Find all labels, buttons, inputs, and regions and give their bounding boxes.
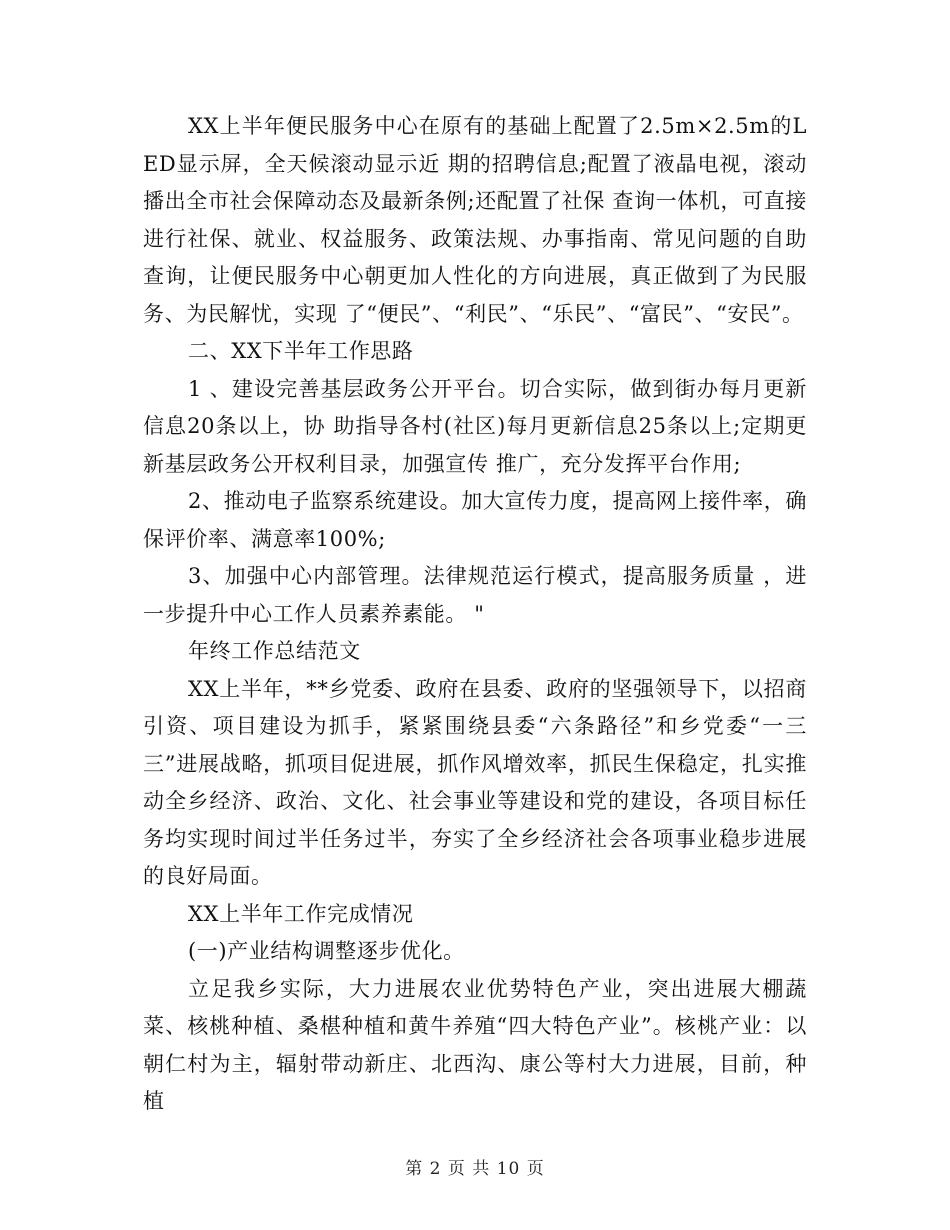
heading-year-end-summary: 年终工作总结范文	[188, 639, 361, 663]
heading-second-half-plan: 二、XX下半年工作思路	[188, 339, 414, 363]
paragraph-plan-item-2: 2、推动电子监察系统建设。加大宣传力度，提高网上接件率，确保评价率、满意率100%;	[143, 489, 807, 551]
paragraph-plan-item-3: 3、加强中心内部管理。法律规范运行模式，提高服务质量 ，进一步提升中心工作人员素养素能。 "	[143, 564, 807, 626]
paragraph-township-overview: XX上半年，**乡党委、政府在县委、政府的坚强领导下，以招商引资、项目建设为抓手，紧紧围绕县委“六条路径”和乡党委“一三三”进展战略，抓项目促进展，抓作风增效率，抓民生保稳定，扎实推动全乡经济、政治、文化、社会事业等建设和党的建设，各项目标任务均实现时间过半任务过半，夯实了全乡经济社会各项事业稳步进展的良好局面。	[143, 676, 807, 888]
paragraph-plan-item-1: 1 、建设完善基层政务公开平台。切合实际，做到街办每月更新信息20条以上，协 助指导各村(社区)每月更新信息25条以上;定期更新基层政务公开权利目录，加强宣传 推广，充分发挥平台作用;	[143, 376, 807, 476]
heading-first-half-status: XX上半年工作完成情况	[188, 901, 414, 926]
paragraph-service-center: XX上半年便民服务中心在原有的基础上配置了2.5m×2.5m的LED显示屏，全天候滚动显示近 期的招聘信息;配置了液晶电视，滚动播出全市社会保障动态及最新条例;还配置了社保 查询一体机，可直接进行社保、就业、权益服务、政策法规、办事指南、常见问题的自助查询，让便民服务中心朝更加人性化的方向进展，真正做到了为民服务、为民解忧，实现 了“便民”、“利民”、“乐民”、“富民”、“安民”。	[143, 114, 807, 326]
document-body	[143, 108, 807, 1121]
page-number-footer: 第 2 页 共 10 页	[405, 1159, 545, 1179]
paragraph-special-industries: 立足我乡实际，大力进展农业优势特色产业，突出进展大棚蔬菜、核桃种植、桑椹种植和黄牛养殖“四大特色产业”。核桃产业：以朝仁村为主，辐射带动新庄、北西沟、康公等村大力进展，目前，种植	[143, 976, 807, 1113]
heading-industry-structure: (一)产业结构调整逐步优化。	[188, 939, 465, 963]
